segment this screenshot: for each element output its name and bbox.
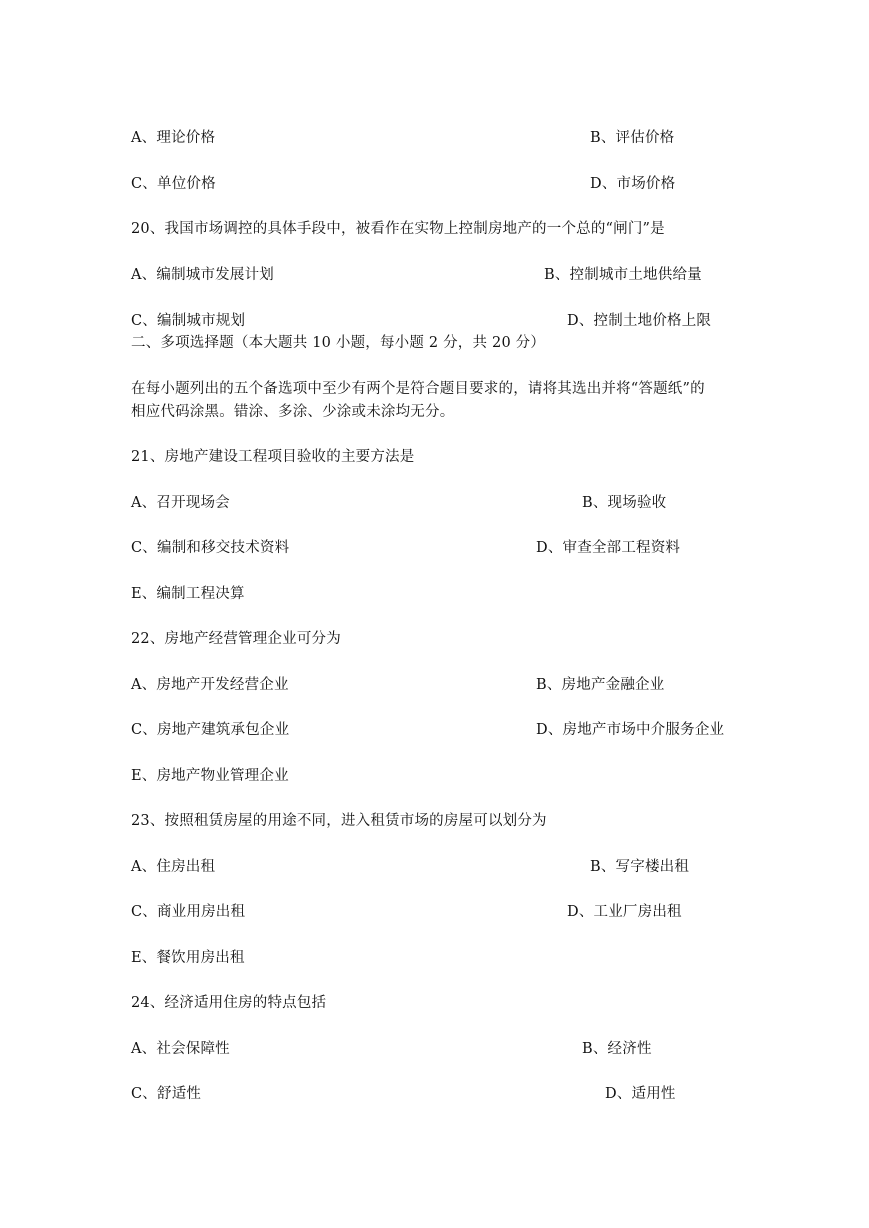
q20-option-d: D、控制土地价格上限 bbox=[567, 313, 712, 329]
q20-option-a: A、编制城市发展计划 bbox=[131, 267, 274, 283]
q19-option-b: B、评估价格 bbox=[590, 130, 675, 146]
q23-option-b: B、写字楼出租 bbox=[590, 859, 690, 875]
q21-option-d: D、审查全部工程资料 bbox=[536, 540, 681, 556]
q21-option-e: E、编制工程决算 bbox=[131, 586, 245, 602]
q21-option-c: C、编制和移交技术资料 bbox=[131, 540, 290, 556]
q24-option-d: D、适用性 bbox=[605, 1086, 676, 1102]
q22-option-d: D、房地产市场中介服务企业 bbox=[536, 722, 725, 738]
q23-option-a: A、住房出租 bbox=[131, 859, 216, 875]
q20-option-c: C、编制城市规划 bbox=[131, 313, 246, 329]
q22-option-c: C、房地产建筑承包企业 bbox=[131, 722, 290, 738]
q22-stem: 22、房地产经营管理企业可分为 bbox=[131, 631, 341, 647]
q22-option-b: B、房地产金融企业 bbox=[536, 677, 665, 693]
q23-option-e: E、餐饮用房出租 bbox=[131, 950, 245, 966]
q23-stem: 23、按照租赁房屋的用途不同，进入租赁市场的房屋可以划分为 bbox=[131, 813, 547, 829]
q20-option-b: B、控制城市土地供给量 bbox=[544, 267, 702, 283]
q24-option-c: C、舒适性 bbox=[131, 1086, 202, 1102]
section-heading: 二、多项选择题（本大题共 10 小题，每小题 2 分，共 20 分） bbox=[131, 335, 546, 351]
q21-option-b: B、现场验收 bbox=[582, 495, 667, 511]
q20-stem: 20、我国市场调控的具体手段中，被看作在实物上控制房地产的一个总的“闸门”是 bbox=[131, 221, 665, 237]
q23-option-d: D、工业厂房出租 bbox=[567, 904, 682, 920]
q21-stem: 21、房地产建设工程项目验收的主要方法是 bbox=[131, 449, 415, 465]
q24-option-b: B、经济性 bbox=[582, 1041, 652, 1057]
q19-option-c: C、单位价格 bbox=[131, 176, 216, 192]
q22-option-a: A、房地产开发经营企业 bbox=[131, 677, 289, 693]
q22-option-e: E、房地产物业管理企业 bbox=[131, 768, 289, 784]
q24-stem: 24、经济适用住房的特点包括 bbox=[131, 995, 327, 1011]
q23-option-c: C、商业用房出租 bbox=[131, 904, 246, 920]
q24-option-a: A、社会保障性 bbox=[131, 1041, 230, 1057]
q19-option-d: D、市场价格 bbox=[590, 176, 676, 192]
section-instructions-line-2: 相应代码涂黑。错涂、多涂、少涂或未涂均无分。 bbox=[131, 404, 455, 420]
q19-option-a: A、理论价格 bbox=[131, 130, 216, 146]
q21-option-a: A、召开现场会 bbox=[131, 495, 230, 511]
section-instructions-line-1: 在每小题列出的五个备选项中至少有两个是符合题目要求的，请将其选出并将“答题纸”的 bbox=[131, 381, 705, 397]
